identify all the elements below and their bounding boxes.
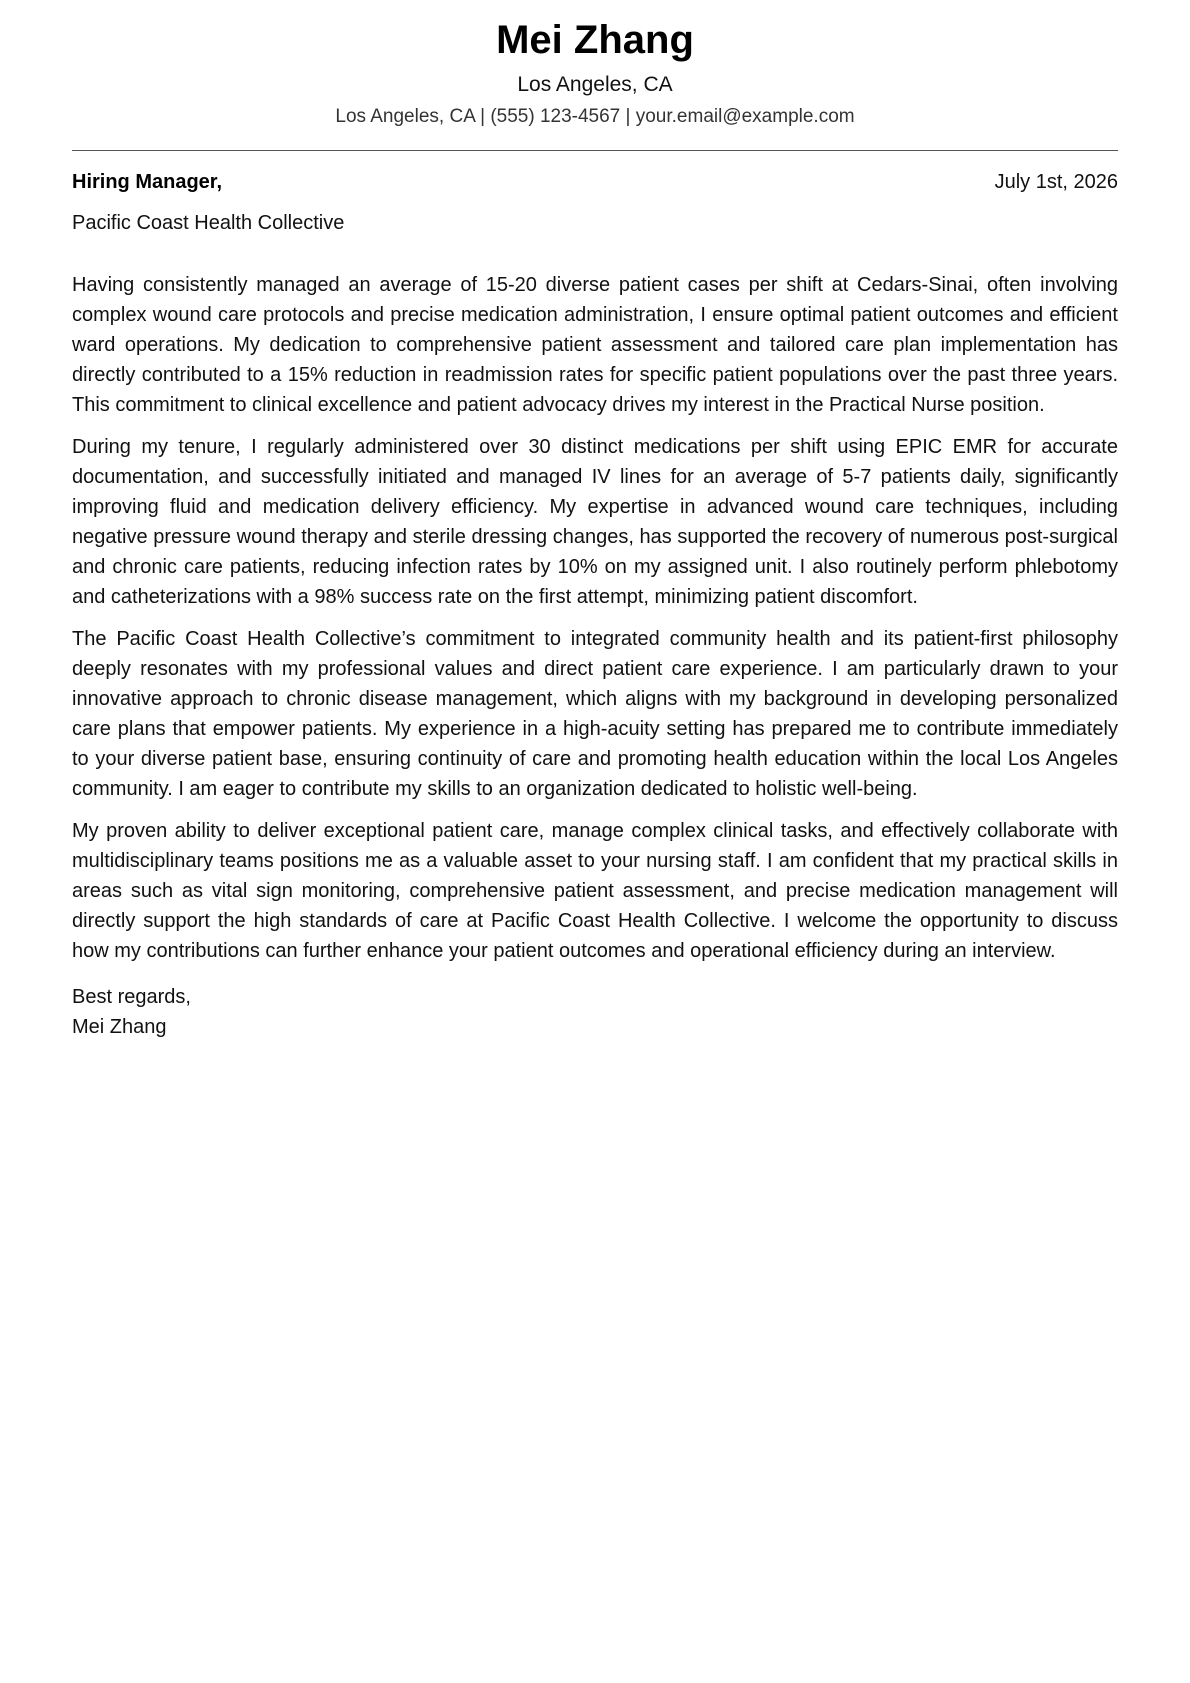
body-paragraph: During my tenure, I regularly administered over 30 distinct medications per shift using EPIC EMR for accurate documentation, and successfully initiated and managed IV lines for an average of 5-7 patients daily, significantly improving fluid and medication delivery efficiency. My expertise in advanced wound care techniques, including negative pressure wound therapy and sterile dressing changes, has supported the recovery of numerous post-surgical and chronic care patients, reducing infection rates by 10% on my assigned unit. I also routinely perform phlebotomy and catheterizations with a 98% success rate on the first attempt, minimizing patient discomfort. [72, 436, 1118, 608]
letter-date: July 1st, 2026 [994, 171, 1118, 193]
body-paragraph: Having consistently managed an average of 15-20 diverse patient cases per shift at Cedars-Sinai, often involving complex wound care protocols and precise medication administration, I ensure optimal patient outcomes and efficient ward operations. My dedication to comprehensive patient assessment and tailored care plan implementation has directly contributed to a 15% reduction in readmission rates for specific patient populations over the past three years. This commitment to clinical excellence and patient advocacy drives my interest in the Practical Nurse position. [72, 274, 1118, 416]
contact-info: Los Angeles, CA | (555) 123-4567 | your.email@example.com [335, 106, 855, 127]
letter-closing [72, 982, 1118, 1042]
header-divider [72, 150, 1118, 151]
recipient-date-row [72, 167, 1118, 197]
signature-name: Mei Zhang [72, 1016, 167, 1038]
closing-phrase: Best regards, [72, 986, 191, 1008]
applicant-location: Los Angeles, CA [517, 73, 673, 96]
recipient-salutation: Hiring Manager, [72, 171, 223, 193]
letter-body [72, 270, 1118, 966]
applicant-name: Mei Zhang [496, 18, 694, 62]
body-paragraph: The Pacific Coast Health Collective’s commitment to integrated community health and its patient-first philosophy deeply resonates with my professional values and direct patient care experience. I am particularly drawn to your innovative approach to chronic disease management, which aligns with my background in developing personalized care plans that empower patients. My experience in a high-acuity setting has prepared me to contribute immediately to your diverse patient base, ensuring continuity of care and promoting health education within the local Los Angeles community. I am eager to contribute my skills to an organization dedicated to holistic well-being. [72, 628, 1118, 800]
company-name: Pacific Coast Health Collective [72, 212, 345, 234]
body-paragraph: My proven ability to deliver exceptional patient care, manage complex clinical tasks, and effectively collaborate with multidisciplinary teams positions me as a valuable asset to your nursing staff. I am confident that my practical skills in areas such as vital sign monitoring, comprehensive patient assessment, and precise medication management will directly support the high standards of care at Pacific Coast Health Collective. I welcome the opportunity to discuss how my contributions can further enhance your patient outcomes and operational efficiency during an interview. [72, 820, 1118, 962]
letter-header [72, 0, 1118, 130]
